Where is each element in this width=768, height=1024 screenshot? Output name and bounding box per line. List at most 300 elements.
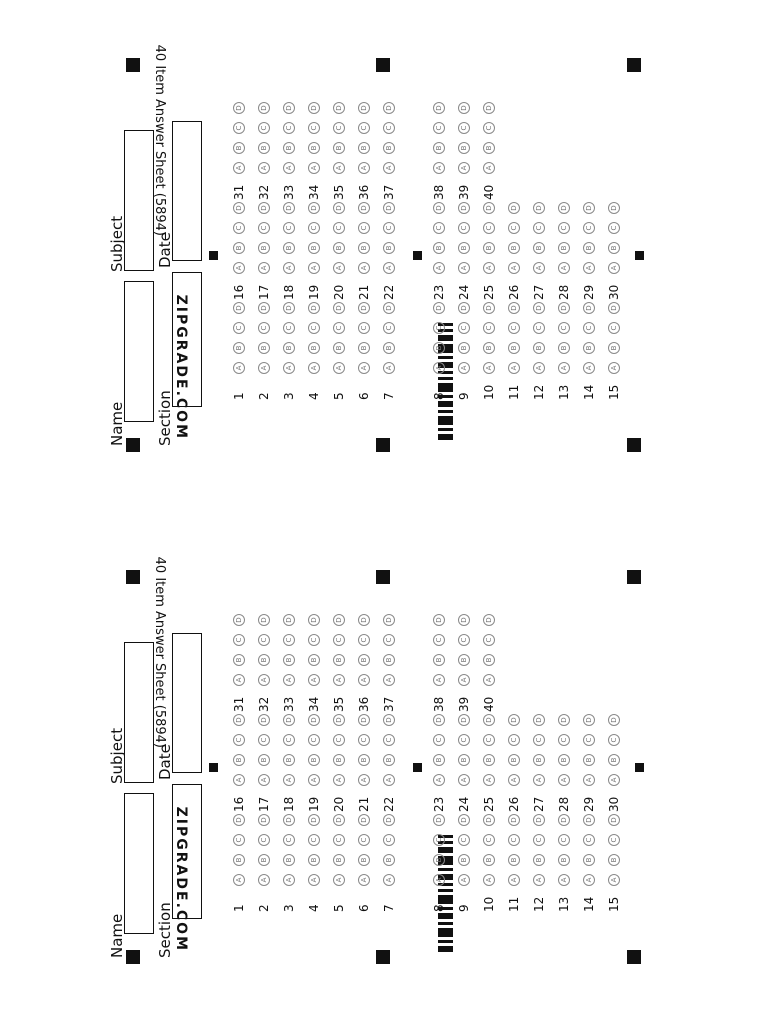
answer-bubble-b[interactable]: B xyxy=(233,754,245,766)
answer-bubble-c[interactable]: C xyxy=(433,222,445,234)
answer-bubble-b[interactable]: B xyxy=(258,854,270,866)
answer-bubble-a[interactable]: A xyxy=(483,262,495,274)
answer-bubble-d[interactable]: D xyxy=(333,614,345,626)
answer-bubble-b[interactable]: B xyxy=(383,342,395,354)
answer-bubble-d[interactable]: D xyxy=(458,714,470,726)
answer-bubble-a[interactable]: A xyxy=(608,362,620,374)
answer-bubble-b[interactable]: B xyxy=(583,854,595,866)
answer-bubble-a[interactable]: A xyxy=(308,362,320,374)
answer-bubble-c[interactable]: C xyxy=(558,834,570,846)
answer-bubble-a[interactable]: A xyxy=(433,874,445,886)
answer-bubble-a[interactable]: A xyxy=(358,874,370,886)
answer-bubble-b[interactable]: B xyxy=(433,754,445,766)
answer-bubble-c[interactable]: C xyxy=(458,222,470,234)
answer-bubble-b[interactable]: B xyxy=(383,142,395,154)
answer-bubble-d[interactable]: D xyxy=(583,302,595,314)
answer-bubble-b[interactable]: B xyxy=(508,242,520,254)
answer-bubble-b[interactable]: B xyxy=(258,754,270,766)
answer-bubble-a[interactable]: A xyxy=(333,774,345,786)
answer-bubble-a[interactable]: A xyxy=(233,674,245,686)
answer-bubble-c[interactable]: C xyxy=(283,734,295,746)
answer-bubble-c[interactable]: C xyxy=(608,834,620,846)
answer-bubble-c[interactable]: C xyxy=(308,122,320,134)
answer-bubble-b[interactable]: B xyxy=(458,654,470,666)
answer-bubble-a[interactable]: A xyxy=(258,262,270,274)
date-box[interactable] xyxy=(172,121,202,261)
answer-bubble-a[interactable]: A xyxy=(433,262,445,274)
answer-bubble-b[interactable]: B xyxy=(558,342,570,354)
answer-bubble-a[interactable]: A xyxy=(233,262,245,274)
answer-bubble-b[interactable]: B xyxy=(308,342,320,354)
answer-bubble-b[interactable]: B xyxy=(233,854,245,866)
answer-bubble-c[interactable]: C xyxy=(458,834,470,846)
answer-bubble-c[interactable]: C xyxy=(558,222,570,234)
answer-bubble-a[interactable]: A xyxy=(333,362,345,374)
answer-bubble-b[interactable]: B xyxy=(283,654,295,666)
answer-bubble-c[interactable]: C xyxy=(483,634,495,646)
answer-bubble-c[interactable]: C xyxy=(583,222,595,234)
answer-bubble-d[interactable]: D xyxy=(308,202,320,214)
answer-bubble-a[interactable]: A xyxy=(308,162,320,174)
answer-bubble-a[interactable]: A xyxy=(483,674,495,686)
answer-bubble-d[interactable]: D xyxy=(483,614,495,626)
answer-bubble-a[interactable]: A xyxy=(258,874,270,886)
answer-bubble-c[interactable]: C xyxy=(283,634,295,646)
answer-bubble-a[interactable]: A xyxy=(608,874,620,886)
answer-bubble-a[interactable]: A xyxy=(383,262,395,274)
answer-bubble-c[interactable]: C xyxy=(608,222,620,234)
answer-bubble-a[interactable]: A xyxy=(533,262,545,274)
answer-bubble-c[interactable]: C xyxy=(308,322,320,334)
answer-bubble-b[interactable]: B xyxy=(433,242,445,254)
answer-bubble-a[interactable]: A xyxy=(533,362,545,374)
answer-bubble-b[interactable]: B xyxy=(458,854,470,866)
answer-bubble-d[interactable]: D xyxy=(433,302,445,314)
answer-bubble-c[interactable]: C xyxy=(508,834,520,846)
answer-bubble-c[interactable]: C xyxy=(533,322,545,334)
answer-bubble-c[interactable]: C xyxy=(433,634,445,646)
subject-box[interactable] xyxy=(124,130,154,271)
answer-bubble-b[interactable]: B xyxy=(583,342,595,354)
answer-bubble-b[interactable]: B xyxy=(258,242,270,254)
answer-bubble-d[interactable]: D xyxy=(308,102,320,114)
answer-bubble-a[interactable]: A xyxy=(308,674,320,686)
answer-bubble-c[interactable]: C xyxy=(458,734,470,746)
answer-bubble-d[interactable]: D xyxy=(233,302,245,314)
answer-bubble-d[interactable]: D xyxy=(258,614,270,626)
answer-bubble-b[interactable]: B xyxy=(333,242,345,254)
answer-bubble-d[interactable]: D xyxy=(583,814,595,826)
answer-bubble-c[interactable]: C xyxy=(458,122,470,134)
answer-bubble-d[interactable]: D xyxy=(483,202,495,214)
answer-bubble-c[interactable]: C xyxy=(508,222,520,234)
answer-bubble-d[interactable]: D xyxy=(358,302,370,314)
answer-bubble-d[interactable]: D xyxy=(358,614,370,626)
answer-bubble-c[interactable]: C xyxy=(233,122,245,134)
answer-bubble-c[interactable]: C xyxy=(533,222,545,234)
answer-bubble-a[interactable]: A xyxy=(433,774,445,786)
answer-bubble-d[interactable]: D xyxy=(258,714,270,726)
answer-bubble-b[interactable]: B xyxy=(583,242,595,254)
answer-bubble-d[interactable]: D xyxy=(433,814,445,826)
answer-bubble-c[interactable]: C xyxy=(258,122,270,134)
answer-bubble-a[interactable]: A xyxy=(333,674,345,686)
answer-bubble-c[interactable]: C xyxy=(333,634,345,646)
answer-bubble-a[interactable]: A xyxy=(508,874,520,886)
answer-bubble-c[interactable]: C xyxy=(333,834,345,846)
answer-bubble-c[interactable]: C xyxy=(283,834,295,846)
answer-bubble-c[interactable]: C xyxy=(333,122,345,134)
answer-bubble-c[interactable]: C xyxy=(483,222,495,234)
answer-bubble-b[interactable]: B xyxy=(283,342,295,354)
answer-bubble-b[interactable]: B xyxy=(283,142,295,154)
answer-bubble-b[interactable]: B xyxy=(433,854,445,866)
answer-bubble-a[interactable]: A xyxy=(333,874,345,886)
answer-bubble-a[interactable]: A xyxy=(258,162,270,174)
answer-bubble-d[interactable]: D xyxy=(433,102,445,114)
answer-bubble-d[interactable]: D xyxy=(233,614,245,626)
answer-bubble-d[interactable]: D xyxy=(333,302,345,314)
answer-bubble-d[interactable]: D xyxy=(508,714,520,726)
date-box[interactable] xyxy=(172,633,202,773)
answer-bubble-c[interactable]: C xyxy=(233,322,245,334)
answer-bubble-c[interactable]: C xyxy=(583,734,595,746)
answer-bubble-c[interactable]: C xyxy=(308,634,320,646)
answer-bubble-b[interactable]: B xyxy=(583,754,595,766)
answer-bubble-a[interactable]: A xyxy=(283,874,295,886)
answer-bubble-a[interactable]: A xyxy=(483,162,495,174)
answer-bubble-b[interactable]: B xyxy=(383,654,395,666)
answer-bubble-a[interactable]: A xyxy=(433,162,445,174)
answer-bubble-d[interactable]: D xyxy=(533,202,545,214)
answer-bubble-d[interactable]: D xyxy=(383,302,395,314)
answer-bubble-c[interactable]: C xyxy=(383,322,395,334)
answer-bubble-d[interactable]: D xyxy=(358,714,370,726)
answer-bubble-a[interactable]: A xyxy=(233,774,245,786)
answer-bubble-a[interactable]: A xyxy=(358,362,370,374)
answer-bubble-a[interactable]: A xyxy=(383,162,395,174)
answer-bubble-d[interactable]: D xyxy=(258,102,270,114)
answer-bubble-d[interactable]: D xyxy=(458,302,470,314)
answer-bubble-d[interactable]: D xyxy=(558,814,570,826)
answer-bubble-d[interactable]: D xyxy=(233,102,245,114)
answer-bubble-a[interactable]: A xyxy=(458,262,470,274)
answer-bubble-c[interactable]: C xyxy=(258,734,270,746)
answer-bubble-b[interactable]: B xyxy=(483,142,495,154)
answer-bubble-b[interactable]: B xyxy=(358,854,370,866)
answer-bubble-a[interactable]: A xyxy=(383,874,395,886)
answer-bubble-a[interactable]: A xyxy=(233,162,245,174)
answer-bubble-a[interactable]: A xyxy=(358,162,370,174)
answer-bubble-a[interactable]: A xyxy=(283,674,295,686)
answer-bubble-c[interactable]: C xyxy=(483,734,495,746)
answer-bubble-d[interactable]: D xyxy=(483,814,495,826)
answer-bubble-c[interactable]: C xyxy=(433,122,445,134)
answer-bubble-d[interactable]: D xyxy=(458,102,470,114)
answer-bubble-b[interactable]: B xyxy=(508,754,520,766)
answer-bubble-d[interactable]: D xyxy=(358,814,370,826)
answer-bubble-c[interactable]: C xyxy=(383,734,395,746)
answer-bubble-d[interactable]: D xyxy=(383,714,395,726)
answer-bubble-a[interactable]: A xyxy=(533,774,545,786)
answer-bubble-b[interactable]: B xyxy=(458,242,470,254)
answer-bubble-b[interactable]: B xyxy=(483,854,495,866)
answer-bubble-c[interactable]: C xyxy=(233,222,245,234)
answer-bubble-d[interactable]: D xyxy=(358,102,370,114)
answer-bubble-b[interactable]: B xyxy=(233,654,245,666)
answer-bubble-c[interactable]: C xyxy=(458,634,470,646)
answer-bubble-d[interactable]: D xyxy=(508,202,520,214)
answer-bubble-b[interactable]: B xyxy=(358,142,370,154)
answer-bubble-a[interactable]: A xyxy=(358,674,370,686)
answer-bubble-c[interactable]: C xyxy=(433,322,445,334)
answer-bubble-c[interactable]: C xyxy=(383,634,395,646)
answer-bubble-c[interactable]: C xyxy=(308,734,320,746)
answer-bubble-b[interactable]: B xyxy=(558,754,570,766)
answer-bubble-c[interactable]: C xyxy=(358,222,370,234)
answer-bubble-b[interactable]: B xyxy=(383,242,395,254)
answer-bubble-d[interactable]: D xyxy=(533,302,545,314)
answer-bubble-a[interactable]: A xyxy=(233,362,245,374)
answer-bubble-b[interactable]: B xyxy=(483,342,495,354)
answer-bubble-d[interactable]: D xyxy=(483,302,495,314)
answer-bubble-c[interactable]: C xyxy=(283,122,295,134)
answer-bubble-b[interactable]: B xyxy=(508,342,520,354)
answer-bubble-d[interactable]: D xyxy=(233,814,245,826)
answer-bubble-a[interactable]: A xyxy=(258,362,270,374)
answer-bubble-b[interactable]: B xyxy=(608,342,620,354)
answer-bubble-d[interactable]: D xyxy=(583,714,595,726)
answer-bubble-a[interactable]: A xyxy=(583,774,595,786)
answer-bubble-d[interactable]: D xyxy=(433,714,445,726)
answer-bubble-d[interactable]: D xyxy=(258,302,270,314)
answer-bubble-d[interactable]: D xyxy=(333,814,345,826)
answer-bubble-d[interactable]: D xyxy=(608,714,620,726)
answer-bubble-c[interactable]: C xyxy=(458,322,470,334)
answer-bubble-a[interactable]: A xyxy=(458,362,470,374)
answer-bubble-c[interactable]: C xyxy=(558,322,570,334)
answer-bubble-d[interactable]: D xyxy=(283,302,295,314)
answer-bubble-c[interactable]: C xyxy=(233,734,245,746)
answer-bubble-d[interactable]: D xyxy=(458,814,470,826)
answer-bubble-c[interactable]: C xyxy=(358,834,370,846)
answer-bubble-c[interactable]: C xyxy=(533,834,545,846)
answer-bubble-b[interactable]: B xyxy=(258,342,270,354)
answer-bubble-b[interactable]: B xyxy=(383,754,395,766)
answer-bubble-a[interactable]: A xyxy=(508,774,520,786)
answer-bubble-b[interactable]: B xyxy=(533,342,545,354)
answer-bubble-a[interactable]: A xyxy=(583,874,595,886)
answer-bubble-b[interactable]: B xyxy=(333,754,345,766)
answer-bubble-a[interactable]: A xyxy=(308,874,320,886)
answer-bubble-a[interactable]: A xyxy=(358,262,370,274)
answer-bubble-a[interactable]: A xyxy=(483,362,495,374)
answer-bubble-d[interactable]: D xyxy=(333,202,345,214)
answer-bubble-c[interactable]: C xyxy=(333,322,345,334)
answer-bubble-d[interactable]: D xyxy=(458,614,470,626)
answer-bubble-d[interactable]: D xyxy=(508,302,520,314)
answer-bubble-d[interactable]: D xyxy=(533,814,545,826)
answer-bubble-a[interactable]: A xyxy=(283,774,295,786)
answer-bubble-c[interactable]: C xyxy=(608,734,620,746)
answer-bubble-c[interactable]: C xyxy=(258,222,270,234)
answer-bubble-c[interactable]: C xyxy=(358,734,370,746)
answer-bubble-b[interactable]: B xyxy=(233,342,245,354)
answer-bubble-b[interactable]: B xyxy=(283,754,295,766)
answer-bubble-b[interactable]: B xyxy=(458,754,470,766)
answer-bubble-d[interactable]: D xyxy=(433,614,445,626)
answer-bubble-a[interactable]: A xyxy=(433,674,445,686)
answer-bubble-a[interactable]: A xyxy=(458,162,470,174)
answer-bubble-a[interactable]: A xyxy=(558,362,570,374)
answer-bubble-a[interactable]: A xyxy=(558,262,570,274)
answer-bubble-a[interactable]: A xyxy=(283,262,295,274)
answer-bubble-b[interactable]: B xyxy=(433,342,445,354)
answer-bubble-b[interactable]: B xyxy=(433,142,445,154)
answer-bubble-a[interactable]: A xyxy=(583,262,595,274)
answer-bubble-a[interactable]: A xyxy=(233,874,245,886)
answer-bubble-b[interactable]: B xyxy=(483,754,495,766)
answer-bubble-b[interactable]: B xyxy=(308,754,320,766)
answer-bubble-a[interactable]: A xyxy=(383,774,395,786)
answer-bubble-b[interactable]: B xyxy=(458,342,470,354)
answer-bubble-d[interactable]: D xyxy=(458,202,470,214)
answer-bubble-b[interactable]: B xyxy=(358,342,370,354)
answer-bubble-d[interactable]: D xyxy=(308,814,320,826)
answer-bubble-b[interactable]: B xyxy=(483,654,495,666)
answer-bubble-a[interactable]: A xyxy=(383,362,395,374)
answer-bubble-b[interactable]: B xyxy=(233,142,245,154)
answer-bubble-a[interactable]: A xyxy=(333,162,345,174)
name-box[interactable] xyxy=(124,793,154,934)
answer-bubble-a[interactable]: A xyxy=(258,774,270,786)
answer-bubble-c[interactable]: C xyxy=(608,322,620,334)
answer-bubble-c[interactable]: C xyxy=(558,734,570,746)
answer-bubble-c[interactable]: C xyxy=(533,734,545,746)
answer-bubble-a[interactable]: A xyxy=(558,774,570,786)
answer-bubble-d[interactable]: D xyxy=(383,814,395,826)
answer-bubble-b[interactable]: B xyxy=(258,142,270,154)
name-box[interactable] xyxy=(124,281,154,422)
answer-bubble-b[interactable]: B xyxy=(283,854,295,866)
answer-bubble-c[interactable]: C xyxy=(483,122,495,134)
answer-bubble-c[interactable]: C xyxy=(383,834,395,846)
answer-bubble-d[interactable]: D xyxy=(608,202,620,214)
answer-bubble-b[interactable]: B xyxy=(358,654,370,666)
answer-bubble-b[interactable]: B xyxy=(358,754,370,766)
answer-bubble-d[interactable]: D xyxy=(333,714,345,726)
answer-bubble-d[interactable]: D xyxy=(383,202,395,214)
answer-bubble-a[interactable]: A xyxy=(283,362,295,374)
answer-bubble-c[interactable]: C xyxy=(433,834,445,846)
answer-bubble-c[interactable]: C xyxy=(233,834,245,846)
answer-bubble-b[interactable]: B xyxy=(458,142,470,154)
answer-bubble-d[interactable]: D xyxy=(233,714,245,726)
answer-bubble-d[interactable]: D xyxy=(558,202,570,214)
answer-bubble-d[interactable]: D xyxy=(583,202,595,214)
answer-bubble-c[interactable]: C xyxy=(358,122,370,134)
answer-bubble-c[interactable]: C xyxy=(308,834,320,846)
answer-bubble-a[interactable]: A xyxy=(608,774,620,786)
answer-bubble-d[interactable]: D xyxy=(283,714,295,726)
answer-bubble-d[interactable]: D xyxy=(358,202,370,214)
answer-bubble-b[interactable]: B xyxy=(308,854,320,866)
answer-bubble-a[interactable]: A xyxy=(583,362,595,374)
answer-bubble-a[interactable]: A xyxy=(333,262,345,274)
answer-bubble-b[interactable]: B xyxy=(558,242,570,254)
answer-bubble-b[interactable]: B xyxy=(508,854,520,866)
answer-bubble-a[interactable]: A xyxy=(608,262,620,274)
answer-bubble-a[interactable]: A xyxy=(458,674,470,686)
answer-bubble-d[interactable]: D xyxy=(608,302,620,314)
answer-bubble-d[interactable]: D xyxy=(483,714,495,726)
answer-bubble-b[interactable]: B xyxy=(308,654,320,666)
answer-bubble-c[interactable]: C xyxy=(508,734,520,746)
answer-bubble-d[interactable]: D xyxy=(308,714,320,726)
answer-bubble-c[interactable]: C xyxy=(358,322,370,334)
subject-box[interactable] xyxy=(124,642,154,783)
answer-bubble-a[interactable]: A xyxy=(483,874,495,886)
answer-bubble-b[interactable]: B xyxy=(333,142,345,154)
answer-bubble-d[interactable]: D xyxy=(383,102,395,114)
answer-bubble-a[interactable]: A xyxy=(358,774,370,786)
answer-bubble-d[interactable]: D xyxy=(508,814,520,826)
answer-bubble-a[interactable]: A xyxy=(308,262,320,274)
answer-bubble-c[interactable]: C xyxy=(258,322,270,334)
answer-bubble-c[interactable]: C xyxy=(333,222,345,234)
answer-bubble-c[interactable]: C xyxy=(258,834,270,846)
answer-bubble-c[interactable]: C xyxy=(258,634,270,646)
answer-bubble-d[interactable]: D xyxy=(608,814,620,826)
answer-bubble-b[interactable]: B xyxy=(608,854,620,866)
answer-bubble-a[interactable]: A xyxy=(458,774,470,786)
answer-bubble-c[interactable]: C xyxy=(383,122,395,134)
answer-bubble-d[interactable]: D xyxy=(233,202,245,214)
answer-bubble-d[interactable]: D xyxy=(283,814,295,826)
answer-bubble-a[interactable]: A xyxy=(283,162,295,174)
answer-bubble-b[interactable]: B xyxy=(333,342,345,354)
answer-bubble-b[interactable]: B xyxy=(433,654,445,666)
answer-bubble-b[interactable]: B xyxy=(308,142,320,154)
answer-bubble-d[interactable]: D xyxy=(383,614,395,626)
answer-bubble-c[interactable]: C xyxy=(358,634,370,646)
answer-bubble-a[interactable]: A xyxy=(258,674,270,686)
answer-bubble-c[interactable]: C xyxy=(333,734,345,746)
answer-bubble-d[interactable]: D xyxy=(258,814,270,826)
answer-bubble-a[interactable]: A xyxy=(458,874,470,886)
answer-bubble-a[interactable]: A xyxy=(383,674,395,686)
answer-bubble-b[interactable]: B xyxy=(333,654,345,666)
answer-bubble-d[interactable]: D xyxy=(333,102,345,114)
answer-bubble-d[interactable]: D xyxy=(283,102,295,114)
answer-bubble-d[interactable]: D xyxy=(308,614,320,626)
answer-bubble-d[interactable]: D xyxy=(433,202,445,214)
answer-bubble-b[interactable]: B xyxy=(608,242,620,254)
answer-bubble-d[interactable]: D xyxy=(283,202,295,214)
answer-bubble-b[interactable]: B xyxy=(558,854,570,866)
answer-bubble-d[interactable]: D xyxy=(258,202,270,214)
answer-bubble-b[interactable]: B xyxy=(483,242,495,254)
answer-bubble-d[interactable]: D xyxy=(558,302,570,314)
answer-bubble-b[interactable]: B xyxy=(533,242,545,254)
answer-bubble-b[interactable]: B xyxy=(308,242,320,254)
answer-bubble-d[interactable]: D xyxy=(558,714,570,726)
answer-bubble-c[interactable]: C xyxy=(433,734,445,746)
answer-bubble-d[interactable]: D xyxy=(308,302,320,314)
answer-bubble-b[interactable]: B xyxy=(533,854,545,866)
answer-bubble-b[interactable]: B xyxy=(608,754,620,766)
answer-bubble-b[interactable]: B xyxy=(533,754,545,766)
